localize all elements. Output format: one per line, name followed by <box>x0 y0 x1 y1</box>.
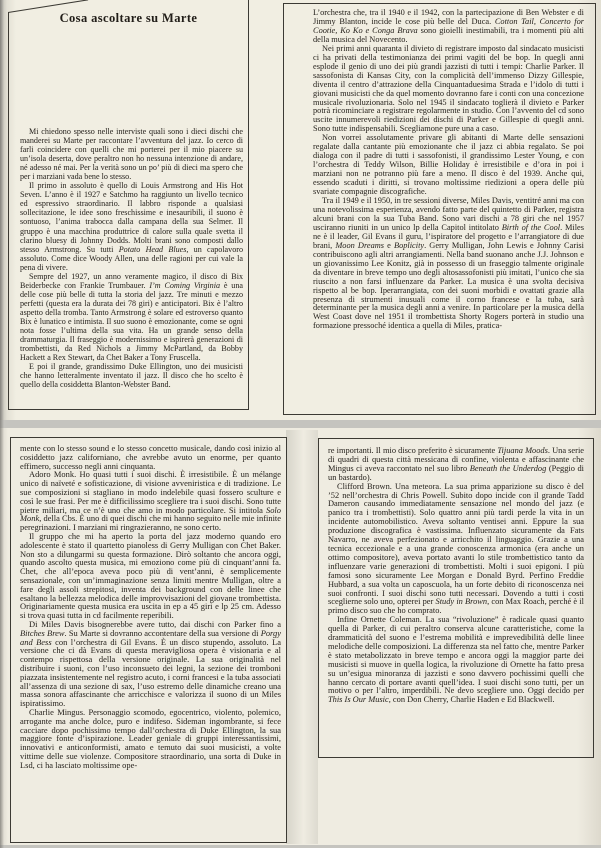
work-title: Birth of the Cool <box>501 222 561 232</box>
paragraph <box>313 9 584 45</box>
text-segment: re importanti. Il mio disco preferito è sicuramente <box>328 447 498 455</box>
paragraph <box>328 483 584 617</box>
work-title: Tijuana Moods <box>497 447 548 455</box>
paragraph <box>328 447 584 483</box>
paragraph <box>313 197 584 331</box>
text-segment: sono gioielli inestimabili, tra i momenti più alti della musica del Novecento. <box>313 25 584 44</box>
work-title: Potato Head Blues <box>118 244 187 254</box>
page-border-line <box>248 0 249 410</box>
paragraph <box>20 444 281 470</box>
text-segment: Mi chiedono spesso nelle interviste quali sono i dieci dischi che manderei su Marte per raccontare l’avventura del jazz. Io cerco di farli coincidere con quelli che mi porterei per il mio piacere su un’isola deserta, dove peraltro non ho nessuna intenzione di andare, né adesso né mai. Per la verità sono un po’ più di dieci ma spero che per i marziani vada bene lo stesso. <box>20 127 243 182</box>
work-title: Study in Brown <box>435 597 488 607</box>
paragraph <box>313 134 584 197</box>
text-segment: E poi il grande, grandissimo Duke Ellington, uno dei musicisti che hanno letteralmente inventato il jazz. Il disco che ho scelto è quello della cosiddetta Blanton-Webster Band. <box>20 362 243 390</box>
text-segment: Charlie Mingus. Personaggio scomodo, egocentrico, violento, polemico, arrogante ma anche dolce, puro e indifeso. Sideman ingombrante, si fece cacciare dopo pochissimo tempo dall’orchestra di Duke Ellington, la sua maggiore fonte d’ispirazione. Leader geniale di gruppi interessantissimi, innovativi e anticonformisti, amato e temuto dai suoi musicisti, a volte vittime delle sue violenze. Compositore straordinario, una sorta di Duke in Lsd, ci ha lasciato moltissime ope- <box>20 706 281 770</box>
paragraph <box>20 272 243 362</box>
text-segment: Nei primi anni quaranta il divieto di registrare imposto dal sindacato musicisti ci ha privati della testimonianza dei primi vagiti del be bop. In quegli anni esplode il genio di uno dei più grandi jazzisti di tutti i tempi: Charlie Parker. Il sassofonista di Kansas City, con la complicità dell’immenso Dizzy Gillespie, diventa il centro d’attrazione della Cinquantaduesima Strada e l’idolo di tutti i giovani musicisti che da quel momento dovranno fare i conti con una concezione musicale rivoluzionaria. Solo nel 1945 il sindacato toglierà il divieto e Parker potrà ricominciare a registrare regolarmente in studio. Con l’avvento del cd sono uscite innumerevoli riedizioni dei dischi di Parker e Gillespie di quegli anni. Sono tutte indispensabili. Scegliamone pure una a caso. <box>313 43 584 134</box>
text-segment: con l’orchestra di Gil Evans. È un disco stupendo, assoluto. La versione che ci dà Evans di questa meravigliosa opera è visionaria e al contempo rispettosa della versione originale. La sua originalità nel distribuire i suoni, con l’uso inconsueto dei legni, la sezione dei tromboni piazzata insistentemente nel registro acuto, i corni francesi e la tuba associati all’assenza di una sezione di sax, l’uso estremo delle dinamiche creano una massa sonora affascinante che arricchisce e valorizza il suono di un Miles ispiratissimo. <box>20 636 281 709</box>
text-segment: . Miles ne è il leader, Gil Evans il guru, l’ispiratore del progetto e l’arrangiatore di due brani, <box>313 222 584 250</box>
paragraph <box>313 45 584 135</box>
text-segment: Tra il 1949 e il 1950, in tre sessioni diverse, Miles Davis, ventitré anni ma con una notevolissima esperienza, avendo fatto parte del quintetto di Parker, registra alcuni brani con la sua Tuba Band. Sono vari dischi a 78 giri che nel 1957 usciranno riuniti in un unico lp della Capitol intitolato <box>313 196 584 232</box>
work-title: I’m Coming Virginia <box>149 280 221 290</box>
text-segment: Il primo in assoluto è quello di Louis Armstrong and His Hot Seven. L’anno è il 1927 e Satchmo ha raggiunto un livello tecnico ed espressivo straordinario. Il labbro risponde a qualsiasi sollecitazione, le idee sono freschissime e inesauribili, il suono è sontuoso, l’anima trabocca dalla campana della sua Selmer. Il gruppo è una macchina produttrice di calore sulla quale svetta il clarino bluesy di Johnny Dodds. Molti brani sono composti dallo stesso Armstrong. Su tutti <box>20 181 243 254</box>
page-border-line <box>8 12 9 410</box>
page-gutter-shadow <box>286 430 318 844</box>
text-segment: . Gerry Mulligan, John Lewis e Johnny Carisi contribuiscono agli altri arrangiamenti. Nella band suonano anche J.J. Johnson e un giovanissimo Lee Konitz, già in possesso di un fraseggio talmente originale da diventare in breve tempo uno degli altosassofonisti più imitati, l’unico che sia riuscito a non farsi influenzare da Parker. La musica è una svolta decisiva rispetto al be bop. Iperarrangiata, con dei suoni morbidi e ovattati grazie alla presenza di strumenti inusuali come il corno francese e la tuba, sarà determinante per la musica degli anni a venire. In particolare per la musica della West Coast dove nel 1951 il trombettista Shorty Rogers porterà in studio una formazione pressoché identica a quella di Miles, pratica- <box>313 240 584 331</box>
text-segment: Non vorrei assolutamente privare gli abitanti di Marte delle sensazioni regalate dalla cantante più emozionante che il jazz ci abbia regalato. Se poi dialoga con il padre di tutti i sassofonisti, il grandissimo Lester Young, e con l’orchestra di Teddy Wilson, Billie Holiday è irresistibile e d’ora in poi i marziani non ne potranno più fare a meno. Il disco è del 1939. Anche qui, essendo scaduti i diritti, si trovano moltissime riedizioni a opera delle più svariate compagnie discografiche. <box>313 133 584 197</box>
text-segment: Di Miles Davis bisognerebbe avere tutto, dai dischi con Parker fino a <box>29 618 281 629</box>
page-border-line <box>8 409 249 410</box>
text-column-top-right <box>313 9 584 412</box>
text-segment: Clifford Brown. Una meteora. La sua prima apparizione su disco è del ’52 nell’orchestra di Chris Powell. Subito dopo incide con il grande Tadd Dameron causando immediatamente sensazione nel mondo del jazz (e panico tra i trombettisti). Solo quattro anni più tardi perde la vita in un incidente automobilistico. Aveva soltanto ventisei anni. Eppure la sua produzione discografica è vastissima. Influenzato sicuramente da Fats Navarro, ne aveva perfezionato e arricchito il linguaggio. Grazie a una tecnica eccezionale e a una grande conoscenza armonica (era anche un ottimo compositore), aveva portato avanti lo stile trombettistico tanto da influenzare varie generazioni di trombettisti. Molti i suoi epigoni. I più famosi sono sicuramente Lee Morgan e Donald Byrd. Perfino Freddie Hubbard, a sua volta un caposcuola, ha un forte debito di riconoscenza nei suoi confronti. I suoi dischi sono tutti necessari. Dovendo a tutti i costi sceglierne solo uno, opterei per <box>328 481 584 607</box>
text-segment: . Una serie di quadri di questa città messicana di confine, violenta e affascinante che Mingus ci aveva raccontato nel suo libro <box>328 447 584 473</box>
work-title: Beneath the Underdog <box>469 463 547 473</box>
work-title: Boplicity <box>393 240 425 250</box>
text-segment: e <box>384 240 394 250</box>
paragraph <box>20 532 281 620</box>
work-title: Moon Dreams <box>335 240 385 250</box>
paragraph <box>328 616 584 705</box>
work-title: Porgy and Bess <box>20 627 281 647</box>
work-title: Solo Monk <box>20 504 281 524</box>
paragraph <box>20 362 243 389</box>
work-title: This Is Our Music <box>328 695 389 705</box>
paragraph <box>20 708 281 770</box>
paragraph <box>20 470 281 532</box>
text-column-bottom-right <box>328 447 584 753</box>
paragraph <box>20 127 243 181</box>
text-segment: , con Max Roach, perché è il primo disco suo che ho comprato. <box>328 597 584 616</box>
paragraph <box>20 620 281 708</box>
text-segment: L’orchestra che, tra il 1940 e il 1942, con la partecipazione di Ben Webster e di Jimmy Blanton, incide le cose più belle del Duca. <box>313 9 584 26</box>
text-segment: (Peggio di un bastardo). <box>328 463 584 482</box>
page-title: Cosa ascoltare su Marte <box>59 11 198 25</box>
work-title: Bitches Brew <box>20 627 65 638</box>
text-segment: , con Don Cherry, Charlie Haden e Ed Blackwell. <box>388 695 555 705</box>
scan-edge-shadow <box>0 0 4 848</box>
text-segment: . Su Marte si dovranno accontentare della sua versione di <box>64 627 261 638</box>
text-column-bottom-left <box>20 444 281 840</box>
text-segment: , un capolavoro assoluto. Come dice Woody Allen, una delle ragioni per cui vale la pena di vivere. <box>20 244 243 272</box>
paragraph <box>20 181 243 271</box>
text-segment: è una delle cose più belle di tutta la storia del jazz. Tre minuti e mezzo perfetti (questa era la durata dei 78 giri) e anticipatori. Bix è l’altro aspetto della tromba. Tanto Armstrong è solare ed estroverso quanto Bix è lunatico e intimista. Il suo suono è emozionante, come se ogni nota fosse l’ultima della sua vita. Ha un grande senso della drammaturgia. Il fraseggio è modernissimo e ispirerà generazioni di trombettisti, da Red Nichols a Jimmy McPartland, da Bobby Hackett a Rex Stewart, da Chet Baker a Tony Fruscella. <box>20 280 243 363</box>
work-title: Cotton Tail, Concerto for Cootie, Ko Ko e Conga Brava <box>313 16 584 35</box>
text-segment: Infine Ornette Coleman. La sua “rivoluzione” è radicale quasi quanto quella di Parker, di cui peraltro conserva alcune caratteristiche, come la drammaticità del suono e l’estrema mobilità e imprevedibilità delle linee melodiche delle composizioni. La differenza sta nel fatto che, mentre Parker è stato metabolizzato in breve tempo e ancora oggi la maggior parte dei musicisti si muove in quella logica, la rivoluzione di Ornette ha fatto presa su un’esigua minoranza di jazzisti e sono davvero pochissimi quelli che hanno cercato di portare avanti quell’idea. I suoi dischi sono tutti, per un motivo o per l’altro, imperdibili. Ne devo scegliere uno. Oggi decido per <box>328 615 584 696</box>
text-segment: Sempre del 1927, un anno veramente magico, il disco di Bix Beiderbecke con Frankie Trumbauer. <box>20 271 243 290</box>
text-segment: mente con lo stesso sound e lo stesso concetto musicale, dando così inizio al cosiddetto jazz californiano, che avrebbe avuto un enorme, per quanto effimero, successo negli anni cinquanta. <box>20 444 281 471</box>
text-column-top-left <box>20 127 243 408</box>
text-segment: , della Cbs. È uno di quei dischi che mi hanno seguito nelle mie infinite peregrinazioni. I marziani mi ringrazieranno, ne sono certo. <box>20 513 281 533</box>
text-segment: Il gruppo che mi ha aperto la porta del jazz moderno quando ero adolescente è stato il quartetto pianoless di Gerry Mulligan con Chet Baker. Non sto a dilungarmi su questa formazione. Dirò soltanto che ancora oggi, quando ascolto questa musica, mi emoziono come più di cinquant’anni fa. Chet, che all’epoca aveva poco più di vent’anni, è semplicemente sensazionale, con un’immaginazione senza limiti mentre Mulligan, oltre a fare degli assoli strepitosi, inventa dei background con delle linee che esaltano la bellezza melodica delle improvvisazioni del giovane trombettista. Originariamente questa musica era uscita in ep a 45 giri e lp 25 cm. Adesso si trova quasi tutta in cd facilmente reperibili. <box>20 530 281 621</box>
text-segment: Adoro Monk. Ho quasi tutti i suoi dischi. È irresistibile. È un mélange unico di naïveté e sofisticazione, di visione avveniristica e di tradizione. Le sue composizioni si stagliano in modo indelebile quasi fossero sculture e così le sue frasi. Per me è difficilissimo scegliere tra i suoi dischi. Sono tutte pietre miliari, ma ce n’è uno che amo in modo particolare. Si intitola <box>20 469 281 515</box>
